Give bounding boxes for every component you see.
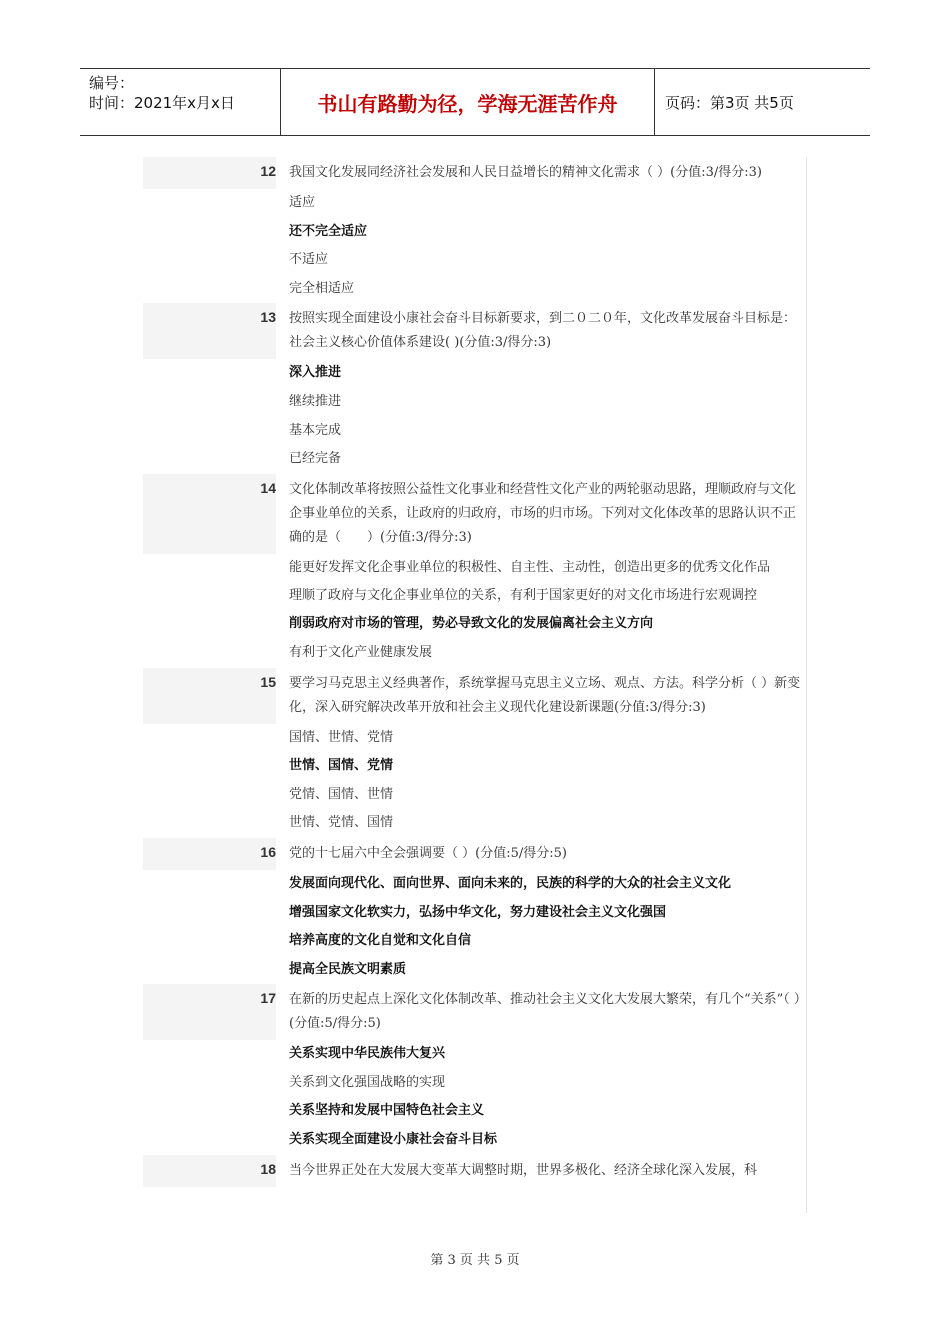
question-row — [143, 1155, 806, 1187]
option: 继续推进 — [289, 393, 342, 409]
question-text: 文化体制改革将按照公益性文化事业和经营性文化产业的两轮驱动思路，理顺政府与文化企事业单位的关系，让政府的归政府，市场的归市场。下列对文化体改革的思路认识不正确的是（ ）(分值:3/得分:3) — [289, 481, 797, 545]
option-row — [143, 189, 806, 218]
option-row — [143, 639, 806, 668]
question-text: 我国文化发展同经济社会发展和人民日益增长的精神文化需求（ ）(分值:3/得分:3) — [289, 165, 762, 180]
option-spacer — [143, 870, 276, 899]
question-row — [143, 838, 806, 870]
question-number-cell — [143, 984, 276, 1040]
date-label: 时间：2021年x月x日 — [89, 94, 235, 112]
option-spacer — [143, 724, 276, 753]
number-label: 编号： — [89, 74, 135, 92]
option-row — [143, 927, 806, 956]
option-row — [143, 582, 806, 611]
option-row — [143, 809, 806, 838]
question-row — [143, 303, 806, 359]
option-correct: 提高全民族文明素质 — [289, 961, 407, 977]
option-row — [143, 781, 806, 810]
option-row — [143, 388, 806, 417]
option-correct: 关系实现中华民族伟大复兴 — [289, 1046, 446, 1062]
option-correct: 关系坚持和发展中国特色社会主义 — [289, 1103, 485, 1119]
option-spacer — [143, 781, 276, 810]
option-row — [143, 359, 806, 388]
option: 有利于文化产业健康发展 — [289, 644, 433, 660]
option-spacer — [143, 445, 276, 474]
option-row — [143, 1069, 806, 1098]
option-spacer — [143, 809, 276, 838]
option-spacer — [143, 359, 276, 388]
question-table — [143, 157, 807, 1213]
option-spacer — [143, 610, 276, 639]
option: 党情、国情、世情 — [289, 786, 394, 802]
question-row — [143, 157, 806, 189]
option: 关系到文化强国战略的实现 — [289, 1074, 446, 1090]
option-correct: 增强国家文化软实力，弘扬中华文化，努力建设社会主义文化强国 — [289, 904, 667, 920]
option-row — [143, 870, 806, 899]
option-correct: 世情、国情、党情 — [289, 758, 394, 774]
option-correct: 削弱政府对市场的管理，势必导致文化的发展偏离社会主义方向 — [289, 616, 654, 632]
option-row — [143, 554, 806, 582]
option-spacer — [143, 189, 276, 218]
option: 世情、党情、国情 — [289, 815, 394, 831]
question-row — [143, 474, 806, 554]
option: 能更好发挥文化企事业单位的积极性、自主性、主动性，创造出更多的优秀文化作品 — [289, 559, 771, 575]
motto-title: 书山有路勤为径，学海无涯苦作舟 — [281, 69, 655, 135]
option-spacer — [143, 1126, 276, 1155]
option-row — [143, 899, 806, 928]
option-spacer — [143, 582, 276, 611]
option-row — [143, 956, 806, 985]
option-spacer — [143, 752, 276, 781]
option-spacer — [143, 1069, 276, 1098]
option-row — [143, 610, 806, 639]
question-text: 当今世界正处在大发展大变革大调整时期，世界多极化、经济全球化深入发展，科 — [289, 1162, 758, 1178]
page-footer: 第 3 页 共 5 页 — [430, 1253, 520, 1268]
question-text: 党的十七届六中全会强调要（ ）(分值:5/得分:5) — [289, 845, 567, 861]
question-number: 18 — [260, 1160, 276, 1177]
option-row — [143, 1040, 806, 1069]
option: 国情、世情、党情 — [289, 729, 394, 745]
question-text: 要学习马克思主义经典著作，系统掌握马克思主义立场、观点、方法。科学分析（ ）新变化，深入研究解决改革开放和社会主义现代化建设新课题(分值:3/得分:3) — [289, 675, 801, 715]
option-row — [143, 445, 806, 474]
option-correct: 培养高度的文化自觉和文化自信 — [289, 933, 472, 949]
question-number-cell — [143, 303, 276, 359]
option: 不适应 — [289, 252, 329, 268]
option-spacer — [143, 927, 276, 956]
question-row — [143, 984, 806, 1040]
page-header — [80, 68, 870, 136]
option-spacer — [143, 956, 276, 985]
option-spacer — [143, 275, 276, 304]
option-spacer — [143, 388, 276, 417]
question-number-cell — [143, 668, 276, 724]
option-correct: 深入推进 — [289, 365, 342, 381]
option-correct: 发展面向现代化、面向世界、面向未来的，民族的科学的大众的社会主义文化 — [289, 875, 732, 891]
question-number-cell — [143, 1155, 276, 1187]
option-row — [143, 275, 806, 304]
option-row — [143, 417, 806, 446]
option: 完全相适应 — [289, 280, 355, 296]
option-row — [143, 1097, 806, 1126]
option-row — [143, 246, 806, 275]
option-spacer — [143, 246, 276, 275]
question-number: 15 — [260, 673, 276, 690]
option-spacer — [143, 639, 276, 668]
question-number: 14 — [260, 479, 276, 496]
option: 已经完备 — [289, 451, 342, 467]
option: 适应 — [289, 195, 316, 210]
page-code: 页码：第3页 共5页 — [665, 93, 794, 112]
option-spacer — [143, 417, 276, 446]
option-row — [143, 752, 806, 781]
question-number: 17 — [260, 990, 276, 1007]
question-number: 13 — [260, 309, 276, 326]
option-row — [143, 724, 806, 753]
option-row — [143, 218, 806, 247]
option-spacer — [143, 1097, 276, 1126]
question-number-cell — [143, 474, 276, 554]
question-row — [143, 668, 806, 724]
question-text: 在新的历史起点上深化文化体制改革、推动社会主义文化大发展大繁荣，有几个“关系”（ ）(分值:5/得分:5) — [289, 992, 801, 1032]
question-text: 按照实现全面建设小康社会奋斗目标新要求，到二０二０年，文化改革发展奋斗目标是：社会主义核心价值体系建设( )(分值:3/得分:3) — [289, 311, 797, 351]
option-spacer — [143, 554, 276, 582]
header-meta — [80, 69, 281, 135]
option-spacer — [143, 1040, 276, 1069]
question-number-cell — [143, 838, 276, 870]
option: 理顺了政府与文化企事业单位的关系，有利于国家更好的对文化市场进行宏观调控 — [289, 587, 758, 603]
option-correct: 关系实现全面建设小康社会奋斗目标 — [289, 1132, 498, 1148]
option-spacer — [143, 899, 276, 928]
question-number-cell — [143, 157, 276, 189]
option: 基本完成 — [289, 422, 342, 438]
option-spacer — [143, 218, 276, 247]
question-number: 16 — [260, 843, 276, 860]
option-row — [143, 1126, 806, 1155]
question-number: 12 — [260, 163, 276, 179]
option-correct: 还不完全适应 — [289, 223, 368, 239]
